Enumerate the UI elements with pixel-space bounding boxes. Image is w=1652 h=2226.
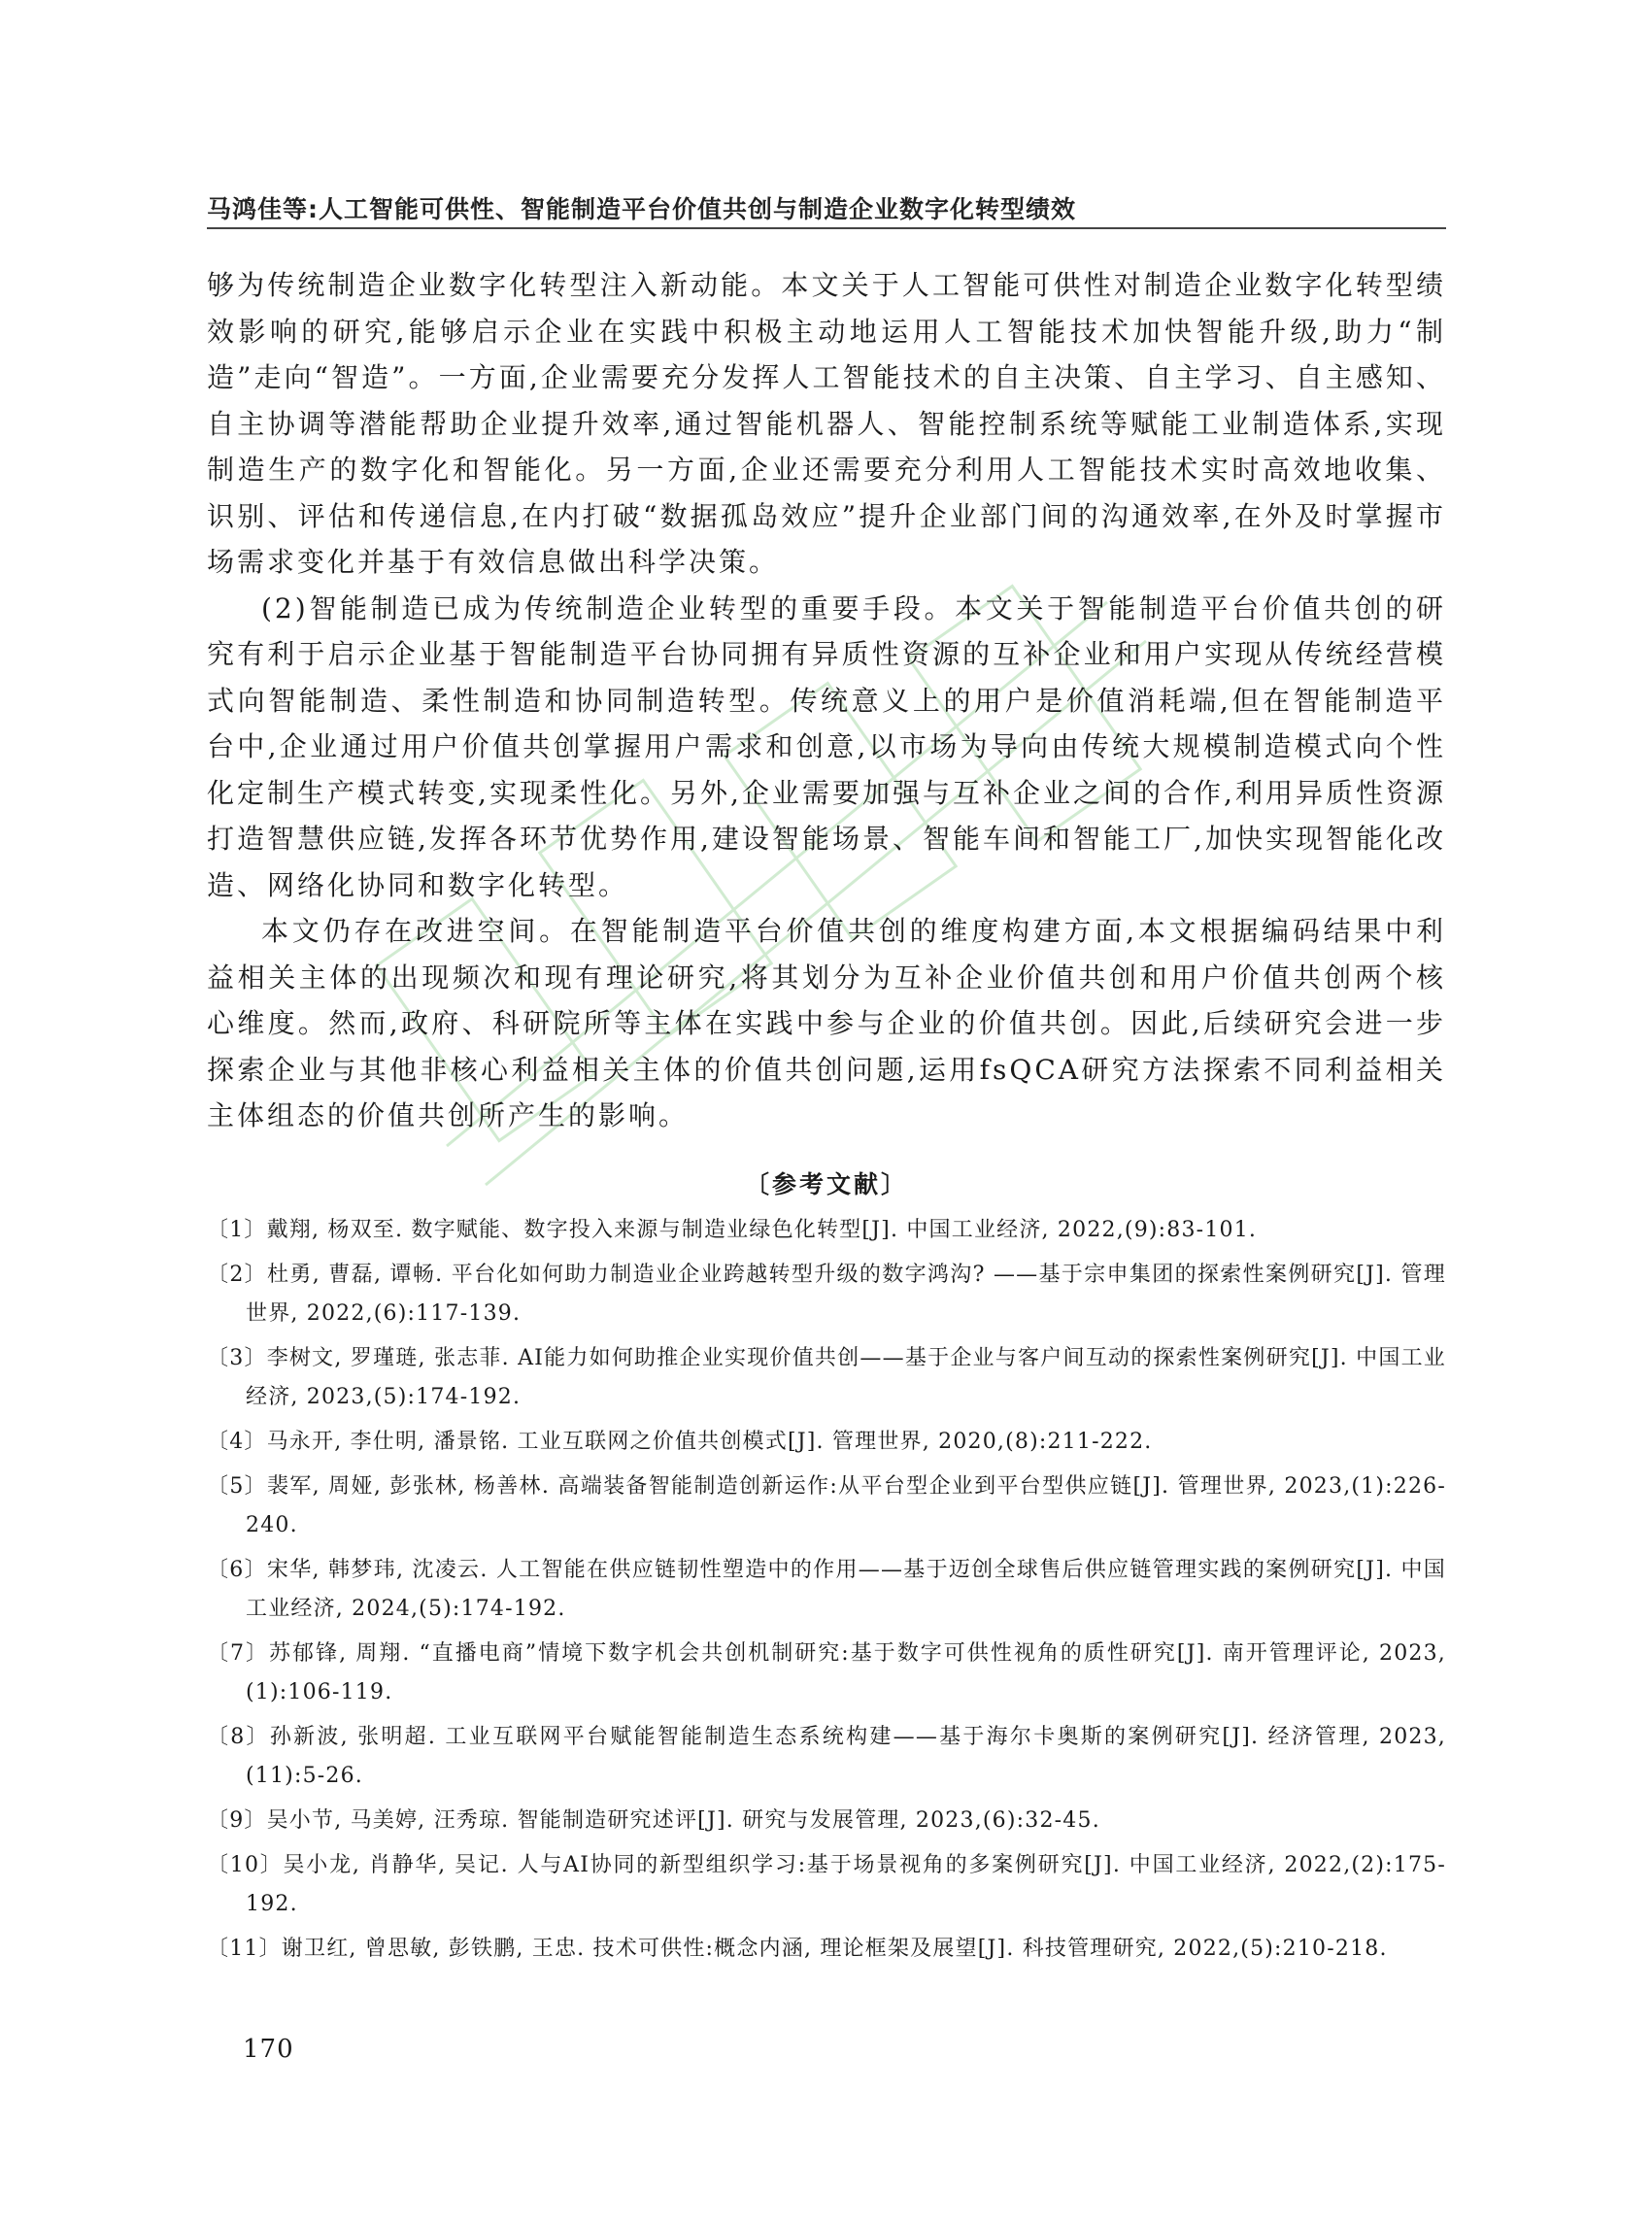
header-rule — [207, 227, 1446, 229]
reference-item: 〔9〕吴小节, 马美婷, 汪秀琼. 智能制造研究述评[J]. 研究与发展管理, 2023,(6):32-45. — [207, 1808, 1100, 1833]
reference-item: 〔4〕马永开, 李仕明, 潘景铭. 工业互联网之价值共创模式[J]. 管理世界, 2020,(8):211-222. — [207, 1430, 1153, 1454]
page-number: 170 — [243, 2035, 294, 2064]
body-paragraph: 够为传统制造企业数字化转型注入新动能。本文关于人工智能可供性对制造企业数字化转型绩效影响的研究,能够启示企业在实践中积极主动地运用人工智能技术加快智能升级,助力“制造”走向“智造”。一方面,企业需要充分发挥人工智能技术的自主决策、自主学习、自主感知、自主协调等潜能帮助企业提升效率,通过智能机器人、智能控制系统等赋能工业制造体系,实现制造生产的数字化和智能化。另一方面,企业还需要充分利用人工智能技术实时高效地收集、识别、评估和传递信息,在内打破“数据孤岛效应”提升企业部门间的沟通效率,在外及时掌握市场需求变化并基于有效信息做出科学决策。 — [207, 269, 1446, 578]
reference-item: 〔7〕苏郁锋, 周翔. “直播电商”情境下数字机会共创机制研究:基于数字可供性视角的质性研究[J]. 南开管理评论, 2023,(1):106-119. — [207, 1641, 1446, 1704]
reference-item: 〔2〕杜勇, 曹磊, 谭畅. 平台化如何助力制造业企业跨越转型升级的数字鸿沟? ——基于宗申集团的探索性案例研究[J]. 管理世界, 2022,(6):117-139. — [207, 1263, 1446, 1326]
running-title: 马鸿佳等:人工智能可供性、智能制造平台价值共创与制造企业数字化转型绩效 — [207, 195, 1077, 223]
body-paragraph: (2)智能制造已成为传统制造企业转型的重要手段。本文关于智能制造平台价值共创的研究有利于启示企业基于智能制造平台协同拥有异质性资源的互补企业和用户实现从传统经营模式向智能制造、柔性制造和协同制造转型。传统意义上的用户是价值消耗端,但在智能制造平台中,企业通过用户价值共创掌握用户需求和创意,以市场为导向由传统大规模制造模式向个性化定制生产模式转变,实现柔性化。另外,企业需要加强与互补企业之间的合作,利用异质性资源打造智慧供应链,发挥各环节优势作用,建设智能场景、智能车间和智能工厂,加快实现智能化改造、网络化协同和数字化转型。 — [207, 591, 1446, 901]
reference-item: 〔6〕宋华, 韩梦玮, 沈凌云. 人工智能在供应链韧性塑造中的作用——基于迈创全球售后供应链管理实践的案例研究[J]. 中国工业经济, 2024,(5):174-192. — [207, 1558, 1446, 1621]
reference-item: 〔10〕吴小龙, 肖静华, 吴记. 人与AI协同的新型组织学习:基于场景视角的多案例研究[J]. 中国工业经济, 2022,(2):175-192. — [207, 1853, 1446, 1916]
reference-list — [207, 1211, 1446, 1974]
reference-item: 〔5〕裴军, 周娅, 彭张林, 杨善林. 高端装备智能制造创新运作:从平台型企业到平台型供应链[J]. 管理世界, 2023,(1):226-240. — [207, 1474, 1446, 1537]
body-paragraph: 本文仍存在改进空间。在智能制造平台价值共创的维度构建方面,本文根据编码结果中利益相关主体的出现频次和现有理论研究,将其划分为互补企业价值共创和用户价值共创两个核心维度。然而,政府、科研院所等主体在实践中参与企业的价值共创。因此,后续研究会进一步探索企业与其他非核心利益相关主体的价值共创问题,运用fsQCA研究方法探索不同利益相关主体组态的价值共创所产生的影响。 — [207, 915, 1446, 1131]
references-title: 〔参考文献〕 — [744, 1170, 908, 1198]
reference-item: 〔1〕戴翔, 杨双至. 数字赋能、数字投入来源与制造业绿色化转型[J]. 中国工业经济, 2022,(9):83-101. — [207, 1218, 1258, 1242]
body-text — [207, 262, 1446, 1139]
reference-item: 〔3〕李树文, 罗瑾琏, 张志菲. AI能力如何助推企业实现价值共创——基于企业与客户间互动的探索性案例研究[J]. 中国工业经济, 2023,(5):174-192. — [207, 1346, 1446, 1409]
reference-item: 〔8〕孙新波, 张明超. 工业互联网平台赋能智能制造生态系统构建——基于海尔卡奥斯的案例研究[J]. 经济管理, 2023,(11):5-26. — [207, 1725, 1446, 1788]
reference-item: 〔11〕谢卫红, 曾思敏, 彭铁鹏, 王忠. 技术可供性:概念内涵, 理论框架及展望[J]. 科技管理研究, 2022,(5):210-218. — [207, 1937, 1388, 1961]
